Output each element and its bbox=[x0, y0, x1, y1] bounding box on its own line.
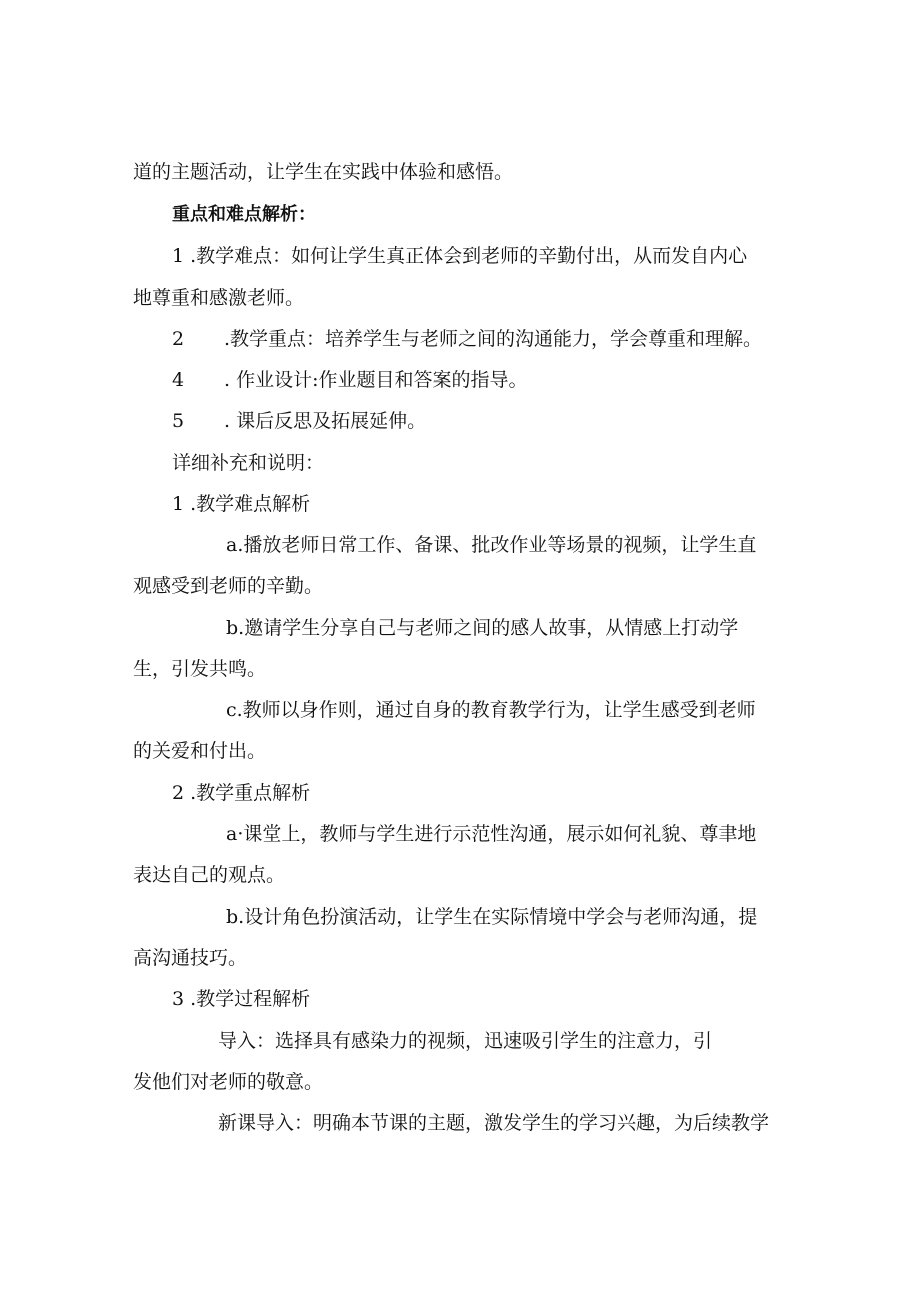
text-line: b.设计角色扮演活动，让学生在实际情境中学会与老师沟通，提 bbox=[226, 906, 758, 928]
section-heading: 重点和难点解析： bbox=[172, 204, 316, 225]
list-text: . 课后反思及拓展延伸。 bbox=[224, 410, 427, 432]
list-item bbox=[172, 327, 762, 351]
list-number: 4 bbox=[172, 369, 185, 391]
list-item bbox=[172, 409, 426, 433]
subsection-title: 3 .教学过程解析 bbox=[172, 988, 311, 1010]
list-text: .教学重点：培养学生与老师之间的沟通能力，学会尊重和理解。 bbox=[224, 328, 763, 350]
text-line: 新课导入：明确本节课的主题，激发学生的学习兴趣，为后续教学 bbox=[218, 1112, 770, 1134]
text-line: 导入：选择具有感染力的视频，迅速吸引学生的注意力，引 bbox=[218, 1030, 713, 1052]
list-item bbox=[172, 368, 527, 392]
text-line: 观感受到老师的辛勤。 bbox=[133, 575, 324, 597]
text-line: 表达自己的观点。 bbox=[133, 864, 286, 886]
text-line: 的关爱和付出。 bbox=[133, 740, 267, 762]
text-line: c.教师以身作则，通过自身的教育教学行为，让学生感受到老师 bbox=[226, 699, 756, 721]
subsection-title: 2 .教学重点解析 bbox=[172, 782, 311, 804]
list-item: 1 .教学难点：如何让学生真正体会到老师的辛勤付出，从而发自内心 bbox=[172, 245, 748, 267]
text-line: b.邀请学生分享自己与老师之间的感人故事，从情感上打动学 bbox=[226, 617, 739, 639]
list-text: . 作业设计:作业题目和答案的指导。 bbox=[224, 369, 528, 391]
text-line: a·课堂上，教师与学生进行示范性沟通，展示如何礼貌、尊聿地 bbox=[226, 823, 757, 845]
section-heading: 详细补充和说明： bbox=[172, 452, 325, 474]
text-line: 生，引发共鸣。 bbox=[133, 658, 267, 680]
text-line: 发他们对老师的敬意。 bbox=[133, 1071, 324, 1093]
text-line: 地尊重和感激老师。 bbox=[133, 287, 305, 309]
text-line: 高沟通技巧。 bbox=[133, 947, 248, 969]
list-number: 2 bbox=[172, 328, 185, 350]
list-number: 5 bbox=[172, 410, 185, 432]
text-line: a.播放老师日常工作、备课、批改作业等场景的视频，让学生直 bbox=[226, 534, 757, 556]
text-line: 道的主题活动，让学生在实践中体验和感悟。 bbox=[133, 161, 514, 183]
subsection-title: 1 .教学难点解析 bbox=[172, 493, 311, 515]
